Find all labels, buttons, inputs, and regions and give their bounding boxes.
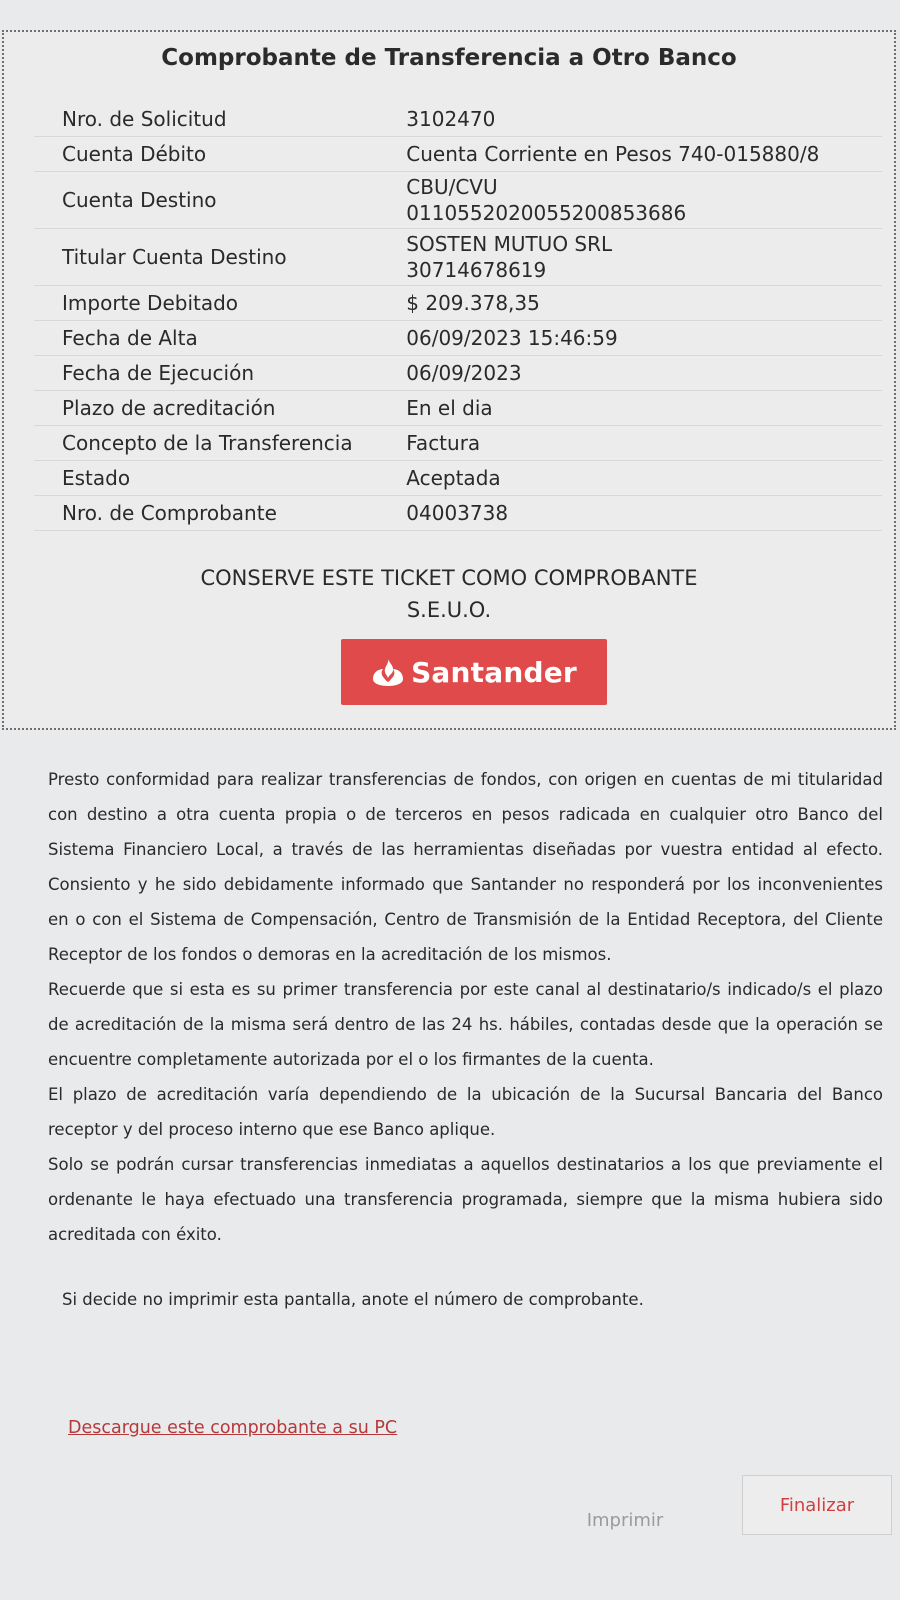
row-label: Plazo de acreditación xyxy=(34,391,400,426)
row-value: En el dia xyxy=(400,391,882,426)
row-value: Cuenta Corriente en Pesos 740-015880/8 xyxy=(400,137,882,172)
row-label: Nro. de Comprobante xyxy=(34,496,400,531)
print-button[interactable]: Imprimir xyxy=(586,1509,664,1531)
table-row xyxy=(34,426,882,461)
row-label: Importe Debitado xyxy=(34,286,400,321)
row-value: Aceptada xyxy=(400,461,882,496)
transfer-receipt xyxy=(2,30,896,730)
legal-paragraph: Solo se podrán cursar transferencias inmediatas a aquellos destinatarios a los que previamente el ordenante le haya efectuado una transferencia programada, siempre que la misma hubiera sido acreditada con éxito. xyxy=(48,1155,883,1244)
table-row xyxy=(34,461,882,496)
receipt-details-table xyxy=(34,102,882,531)
table-row xyxy=(34,496,882,531)
conserve-line: CONSERVE ESTE TICKET COMO COMPROBANTE xyxy=(200,566,698,590)
row-value: $ 209.378,35 xyxy=(400,286,882,321)
receipt-title: Comprobante de Transferencia a Otro Banco xyxy=(161,45,737,71)
legal-paragraph: El plazo de acreditación varía dependiendo de la ubicación de la Sucursal Bancaria del Banco receptor y del proceso interno que ese Banco aplique. xyxy=(48,1085,883,1139)
row-label: Cuenta Destino xyxy=(34,172,400,229)
row-value-line: 0110552020055200853686 xyxy=(406,201,687,225)
logo-text: Santander xyxy=(411,655,577,689)
table-row xyxy=(34,286,882,321)
conserve-notice xyxy=(4,562,894,626)
row-label: Cuenta Débito xyxy=(34,137,400,172)
table-row xyxy=(34,356,882,391)
row-label: Titular Cuenta Destino xyxy=(34,229,400,286)
row-label: Fecha de Ejecución xyxy=(34,356,400,391)
row-value-line: SOSTEN MUTUO SRL xyxy=(406,232,613,256)
conserve-line: S.E.U.O. xyxy=(406,598,492,622)
row-value: 3102470 xyxy=(400,102,882,137)
row-value: 06/09/2023 15:46:59 xyxy=(400,321,882,356)
flame-icon xyxy=(371,657,405,687)
row-value: Factura xyxy=(400,426,882,461)
table-row xyxy=(34,229,882,286)
row-label: Concepto de la Transferencia xyxy=(34,426,400,461)
table-row xyxy=(34,102,882,137)
table-row xyxy=(34,137,882,172)
santander-logo xyxy=(341,639,607,705)
legal-paragraph: Recuerde que si esta es su primer transferencia por este canal al destinatario/s indicado/s el plazo de acreditación de la misma será dentro de las 24 hs. hábiles, contadas desde que la operación se encuentre completamente autorizada por el o los firmantes de la cuenta. xyxy=(48,980,883,1069)
row-value xyxy=(400,229,882,286)
row-value: 04003738 xyxy=(400,496,882,531)
row-value-line: CBU/CVU xyxy=(406,175,498,199)
row-value: 06/09/2023 xyxy=(400,356,882,391)
legal-disclaimer xyxy=(48,762,883,1252)
row-value xyxy=(400,172,882,229)
legal-paragraph: Presto conformidad para realizar transferencias de fondos, con origen en cuentas de mi titularidad con destino a otra cuenta propia o de terceros en pesos radicada en cualquier otro Banco del Sistema Financiero Local, a través de las herramientas diseñadas por vuestra entidad al efecto. Consiento y he sido debidamente informado que Santander no responderá por los inconvenientes en o con el Sistema de Compensación, Centro de Transmisión de la Entidad Receptora, del Cliente Receptor de los fondos o demoras en la acreditación de los mismos. xyxy=(48,770,883,964)
row-label: Estado xyxy=(34,461,400,496)
print-note: Si decide no imprimir esta pantalla, anote el número de comprobante. xyxy=(62,1290,644,1309)
table-row xyxy=(34,391,882,426)
table-row xyxy=(34,172,882,229)
row-value-line: 30714678619 xyxy=(406,258,547,282)
row-label: Fecha de Alta xyxy=(34,321,400,356)
finish-button[interactable]: Finalizar xyxy=(742,1475,892,1535)
table-row xyxy=(34,321,882,356)
download-receipt-link[interactable]: Descargue este comprobante a su PC xyxy=(68,1418,398,1438)
row-label: Nro. de Solicitud xyxy=(34,102,400,137)
